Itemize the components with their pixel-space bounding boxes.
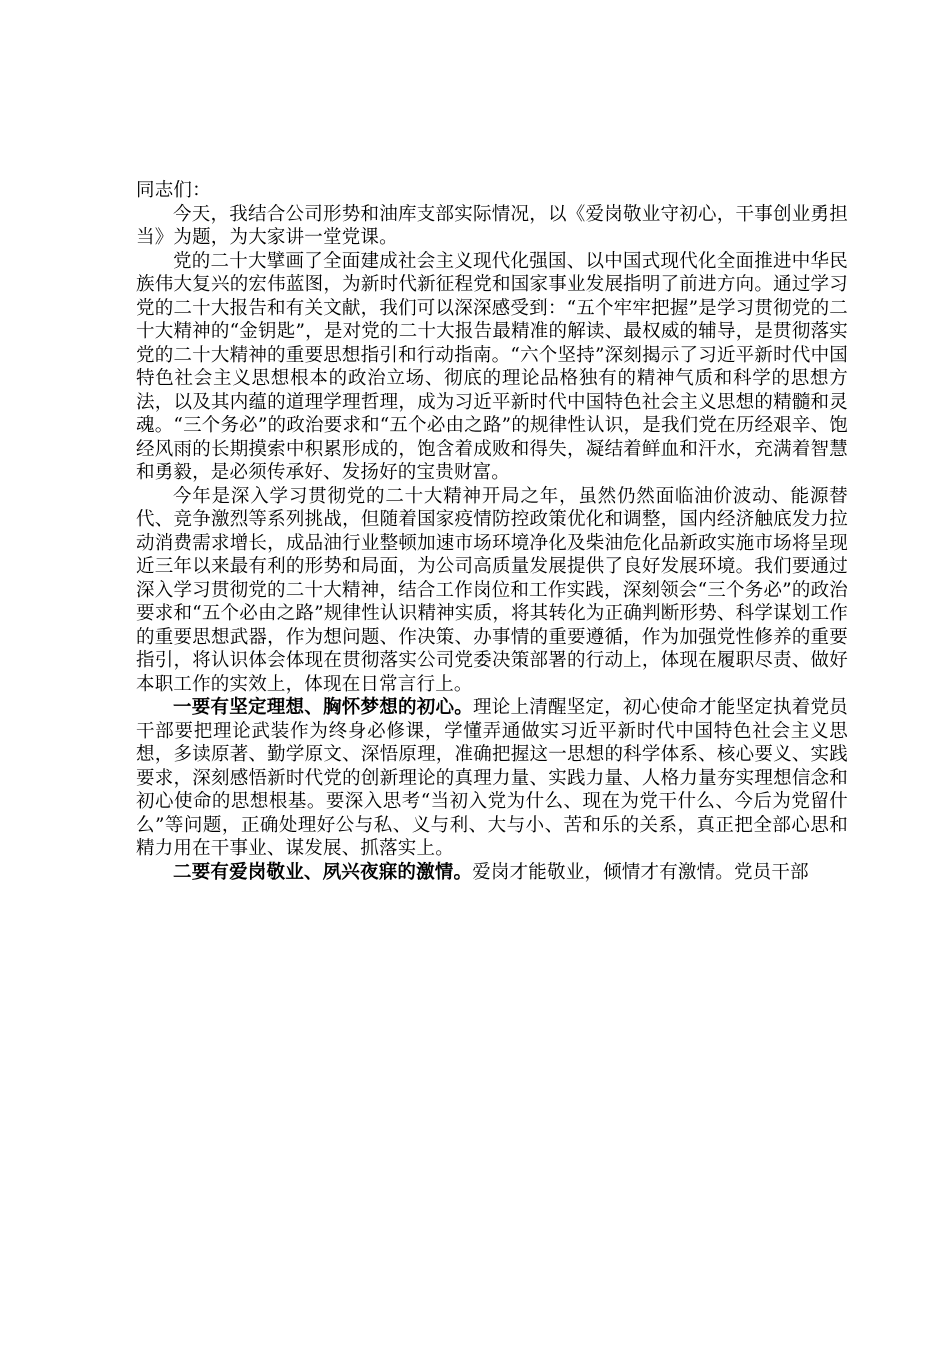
document-body (136, 179, 848, 884)
paragraph-intro (136, 203, 848, 250)
paragraph-heading: 二要有爱岗敬业、夙兴夜寐的激情。 (173, 861, 473, 883)
paragraph-twentieth-congress (136, 250, 848, 485)
paragraph-this-year (136, 485, 848, 697)
paragraph-text: 今年是深入学习贯彻党的二十大精神开局之年，虽然仍然面临油价波动、能源替代、竞争激烈等系列挑战，但随着国家疫情防控政策优化和调整，国内经济触底发力拉动消费需求增长，成品油行业整顿加速市场环境净化及柴油危化品新政实施市场将呈现近三年以来最有利的形势和局面，为公司高质量发展提供了良好发展环境。我们要通过深入学习贯彻党的二十大精神，结合工作岗位和工作实践，深刻领会“三个务必”的政治要求和“五个必由之路”规律性认识精神实质，将其转化为正确判断形势、科学谋划工作的重要思想武器，作为想问题、作决策、办事情的重要遵循，作为加强党性修养的重要指引，将认识体会体现在贯彻落实公司党委决策部署的行动上，体现在履职尽责、做好本职工作的实效上，体现在日常言行上。 (136, 485, 848, 695)
paragraph-text: 理论上清醒坚定，初心使命才能坚定执着党员干部要把理论武装作为终身必修课，学懂弄通做实习近平新时代中国特色社会主义思想，多读原著、勤学原文、深悟原理，准确把握这一思想的科学体系、核心要义、实践要求，深刻感悟新时代党的创新理论的真理力量、实践力量、人格力量夯实理想信念和初心使命的思想根基。要深入思考“当初入党为什么、现在为党干什么、今后为党留什么”等问题，正确处理好公与私、义与利、大与小、苦和乐的关系，真正把全部心思和精力用在干事业、谋发展、抓落实上。 (136, 697, 848, 859)
paragraph-text: 爱岗才能敬业，倾情才有激情。党员干部 (472, 861, 809, 883)
paragraph-point-one (136, 696, 848, 861)
paragraph-text: 今天，我结合公司形势和油库支部实际情况，以《爱岗敬业守初心，干事创业勇担当》为题，为大家讲一堂党课。 (136, 203, 848, 248)
salutation: 同志们： (136, 180, 211, 201)
paragraph-heading: 一要有坚定理想、胸怀梦想的初心。 (173, 697, 474, 718)
paragraph-point-two (136, 861, 848, 885)
paragraph-text: 党的二十大擘画了全面建成社会主义现代化强国、以中国式现代化全面推进中华民族伟大复兴的宏伟蓝图，为新时代新征程党和国家事业发展指明了前进方向。通过学习党的二十大报告和有关文献，我们可以深深感受到：“五个牢牢把握”是学习贯彻党的二十大精神的“金钥匙”，是对党的二十大报告最精准的解读、最权威的辅导，是贯彻落实党的二十大精神的重要思想指引和行动指南。“六个坚持”深刻揭示了习近平新时代中国特色社会主义思想根本的政治立场、彻底的理论品格独有的精神气质和科学的思想方法，以及其内蕴的道理学理哲理，成为习近平新时代中国特色社会主义思想的精髓和灵魂。“三个务必”的政治要求和“五个必由之路”的规律性认识，是我们党在历经艰辛、饱经风雨的长期摸索中积累形成的，饱含着成败和得失，凝结着鲜血和汗水，充满着智慧和勇毅，是必须传承好、发扬好的宝贵财富。 (136, 250, 848, 483)
